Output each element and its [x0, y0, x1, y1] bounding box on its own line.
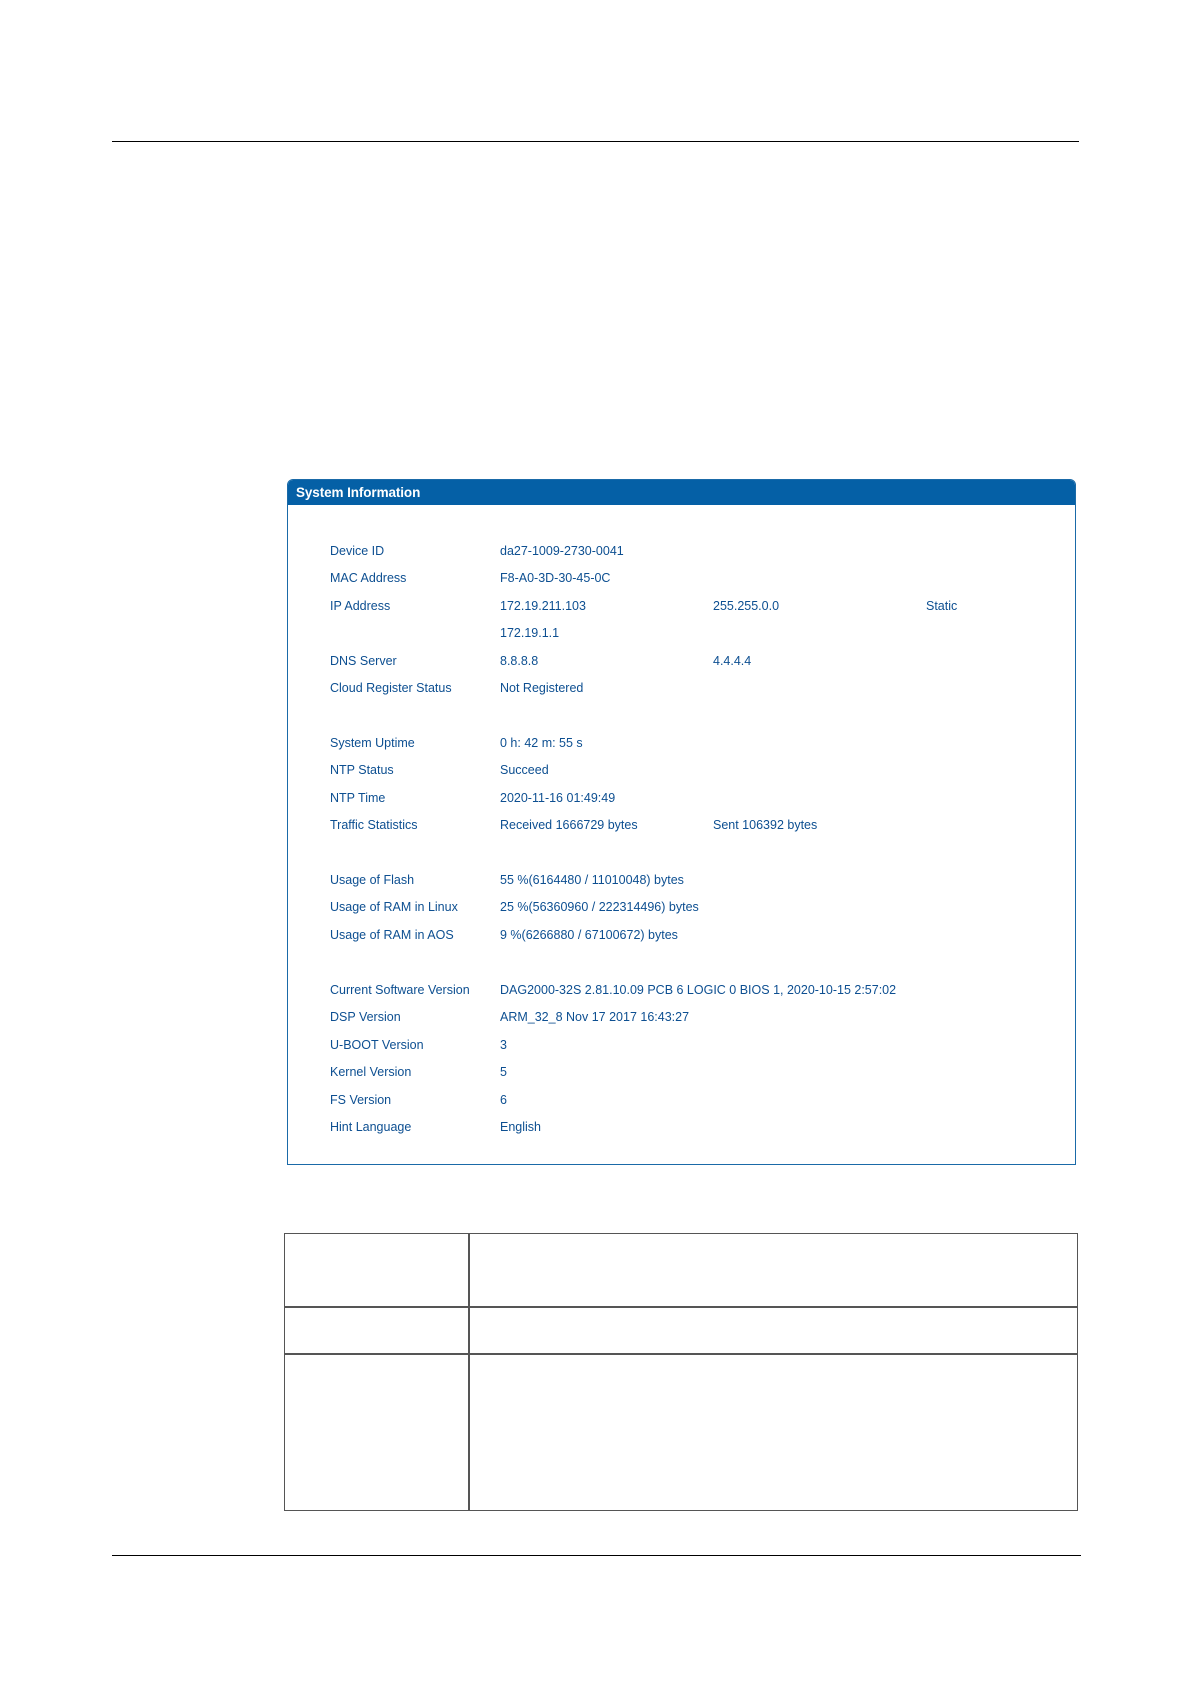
row-label: Hint Language — [330, 1120, 412, 1134]
row-value: ARM_32_8 Nov 17 2017 16:43:27 — [500, 1010, 690, 1024]
row-cloud-register-status — [288, 678, 1075, 698]
description-table — [284, 1233, 1078, 1511]
row-uboot-version — [288, 1035, 1075, 1055]
row-value: Succeed — [500, 763, 549, 777]
row-label: Usage of RAM in Linux — [330, 900, 458, 914]
row-ntp-time — [288, 788, 1075, 808]
row-value: 5 — [500, 1065, 507, 1079]
row-value-secondary: 4.4.4.4 — [713, 654, 752, 668]
row-label: DSP Version — [330, 1010, 401, 1024]
row-label: Traffic Statistics — [330, 818, 418, 832]
row-label: Usage of RAM in AOS — [330, 928, 454, 942]
row-value-netmask: 255.255.0.0 — [713, 599, 780, 613]
row-usage-flash — [288, 870, 1075, 890]
row-value: 8.8.8.8 — [500, 654, 539, 668]
row-label: NTP Time — [330, 791, 386, 805]
row-hint-language — [288, 1117, 1075, 1137]
footer-rule — [112, 1555, 1081, 1556]
row-fs-version — [288, 1090, 1075, 1110]
row-value: da27-1009-2730-0041 — [500, 544, 624, 558]
row-label: Kernel Version — [330, 1065, 412, 1079]
row-value: 6 — [500, 1093, 507, 1107]
row-usage-ram-aos — [288, 925, 1075, 945]
row-dsp-version — [288, 1007, 1075, 1027]
row-device-id — [288, 541, 1075, 561]
row-ip-address — [288, 596, 1075, 616]
row-value: 2020-11-16 01:49:49 — [500, 791, 616, 805]
row-mac-address — [288, 568, 1075, 588]
table-column-divider — [468, 1234, 470, 1510]
table-row-divider — [285, 1306, 1077, 1308]
header-rule — [112, 141, 1079, 142]
info-rows — [288, 480, 1075, 1164]
row-value: 55 %(6164480 / 11010048) bytes — [500, 873, 684, 887]
row-label: MAC Address — [330, 571, 407, 585]
row-system-uptime — [288, 733, 1075, 753]
row-value: 172.19.211.103 — [500, 599, 586, 613]
row-value: 3 — [500, 1038, 507, 1052]
row-label: FS Version — [330, 1093, 392, 1107]
row-ntp-status — [288, 760, 1075, 780]
row-value: 9 %(6266880 / 67100672) bytes — [500, 928, 678, 942]
row-label: Usage of Flash — [330, 873, 415, 887]
panel-title: System Information — [288, 480, 1075, 505]
row-label: U-BOOT Version — [330, 1038, 424, 1052]
table-row-divider — [285, 1353, 1077, 1355]
row-kernel-version — [288, 1062, 1075, 1082]
row-label: Current Software Version — [330, 983, 470, 997]
row-value: Not Registered — [500, 681, 584, 695]
row-value: 172.19.1.1 — [500, 626, 560, 640]
row-gateway — [288, 623, 1075, 643]
row-value: Received 1666729 bytes — [500, 818, 638, 832]
row-usage-ram-linux — [288, 897, 1075, 917]
row-value: DAG2000-32S 2.81.10.09 PCB 6 LOGIC 0 BIOS 1, 2020-10-15 2:57:02 — [500, 983, 897, 997]
row-software-version — [288, 980, 1075, 1000]
row-value-sent: Sent 106392 bytes — [713, 818, 818, 832]
row-value: 25 %(56360960 / 222314496) bytes — [500, 900, 699, 914]
row-label: Cloud Register Status — [330, 681, 452, 695]
row-label: DNS Server — [330, 654, 397, 668]
row-value: F8-A0-3D-30-45-0C — [500, 571, 611, 585]
row-value: English — [500, 1120, 541, 1134]
row-dns-server — [288, 651, 1075, 671]
row-value-mode: Static — [926, 599, 958, 613]
row-label: Device ID — [330, 544, 385, 558]
row-label: IP Address — [330, 599, 391, 613]
system-information-panel — [287, 479, 1076, 1165]
row-label: NTP Status — [330, 763, 394, 777]
row-label: System Uptime — [330, 736, 415, 750]
row-traffic-statistics — [288, 815, 1075, 835]
row-value: 0 h: 42 m: 55 s — [500, 736, 583, 750]
